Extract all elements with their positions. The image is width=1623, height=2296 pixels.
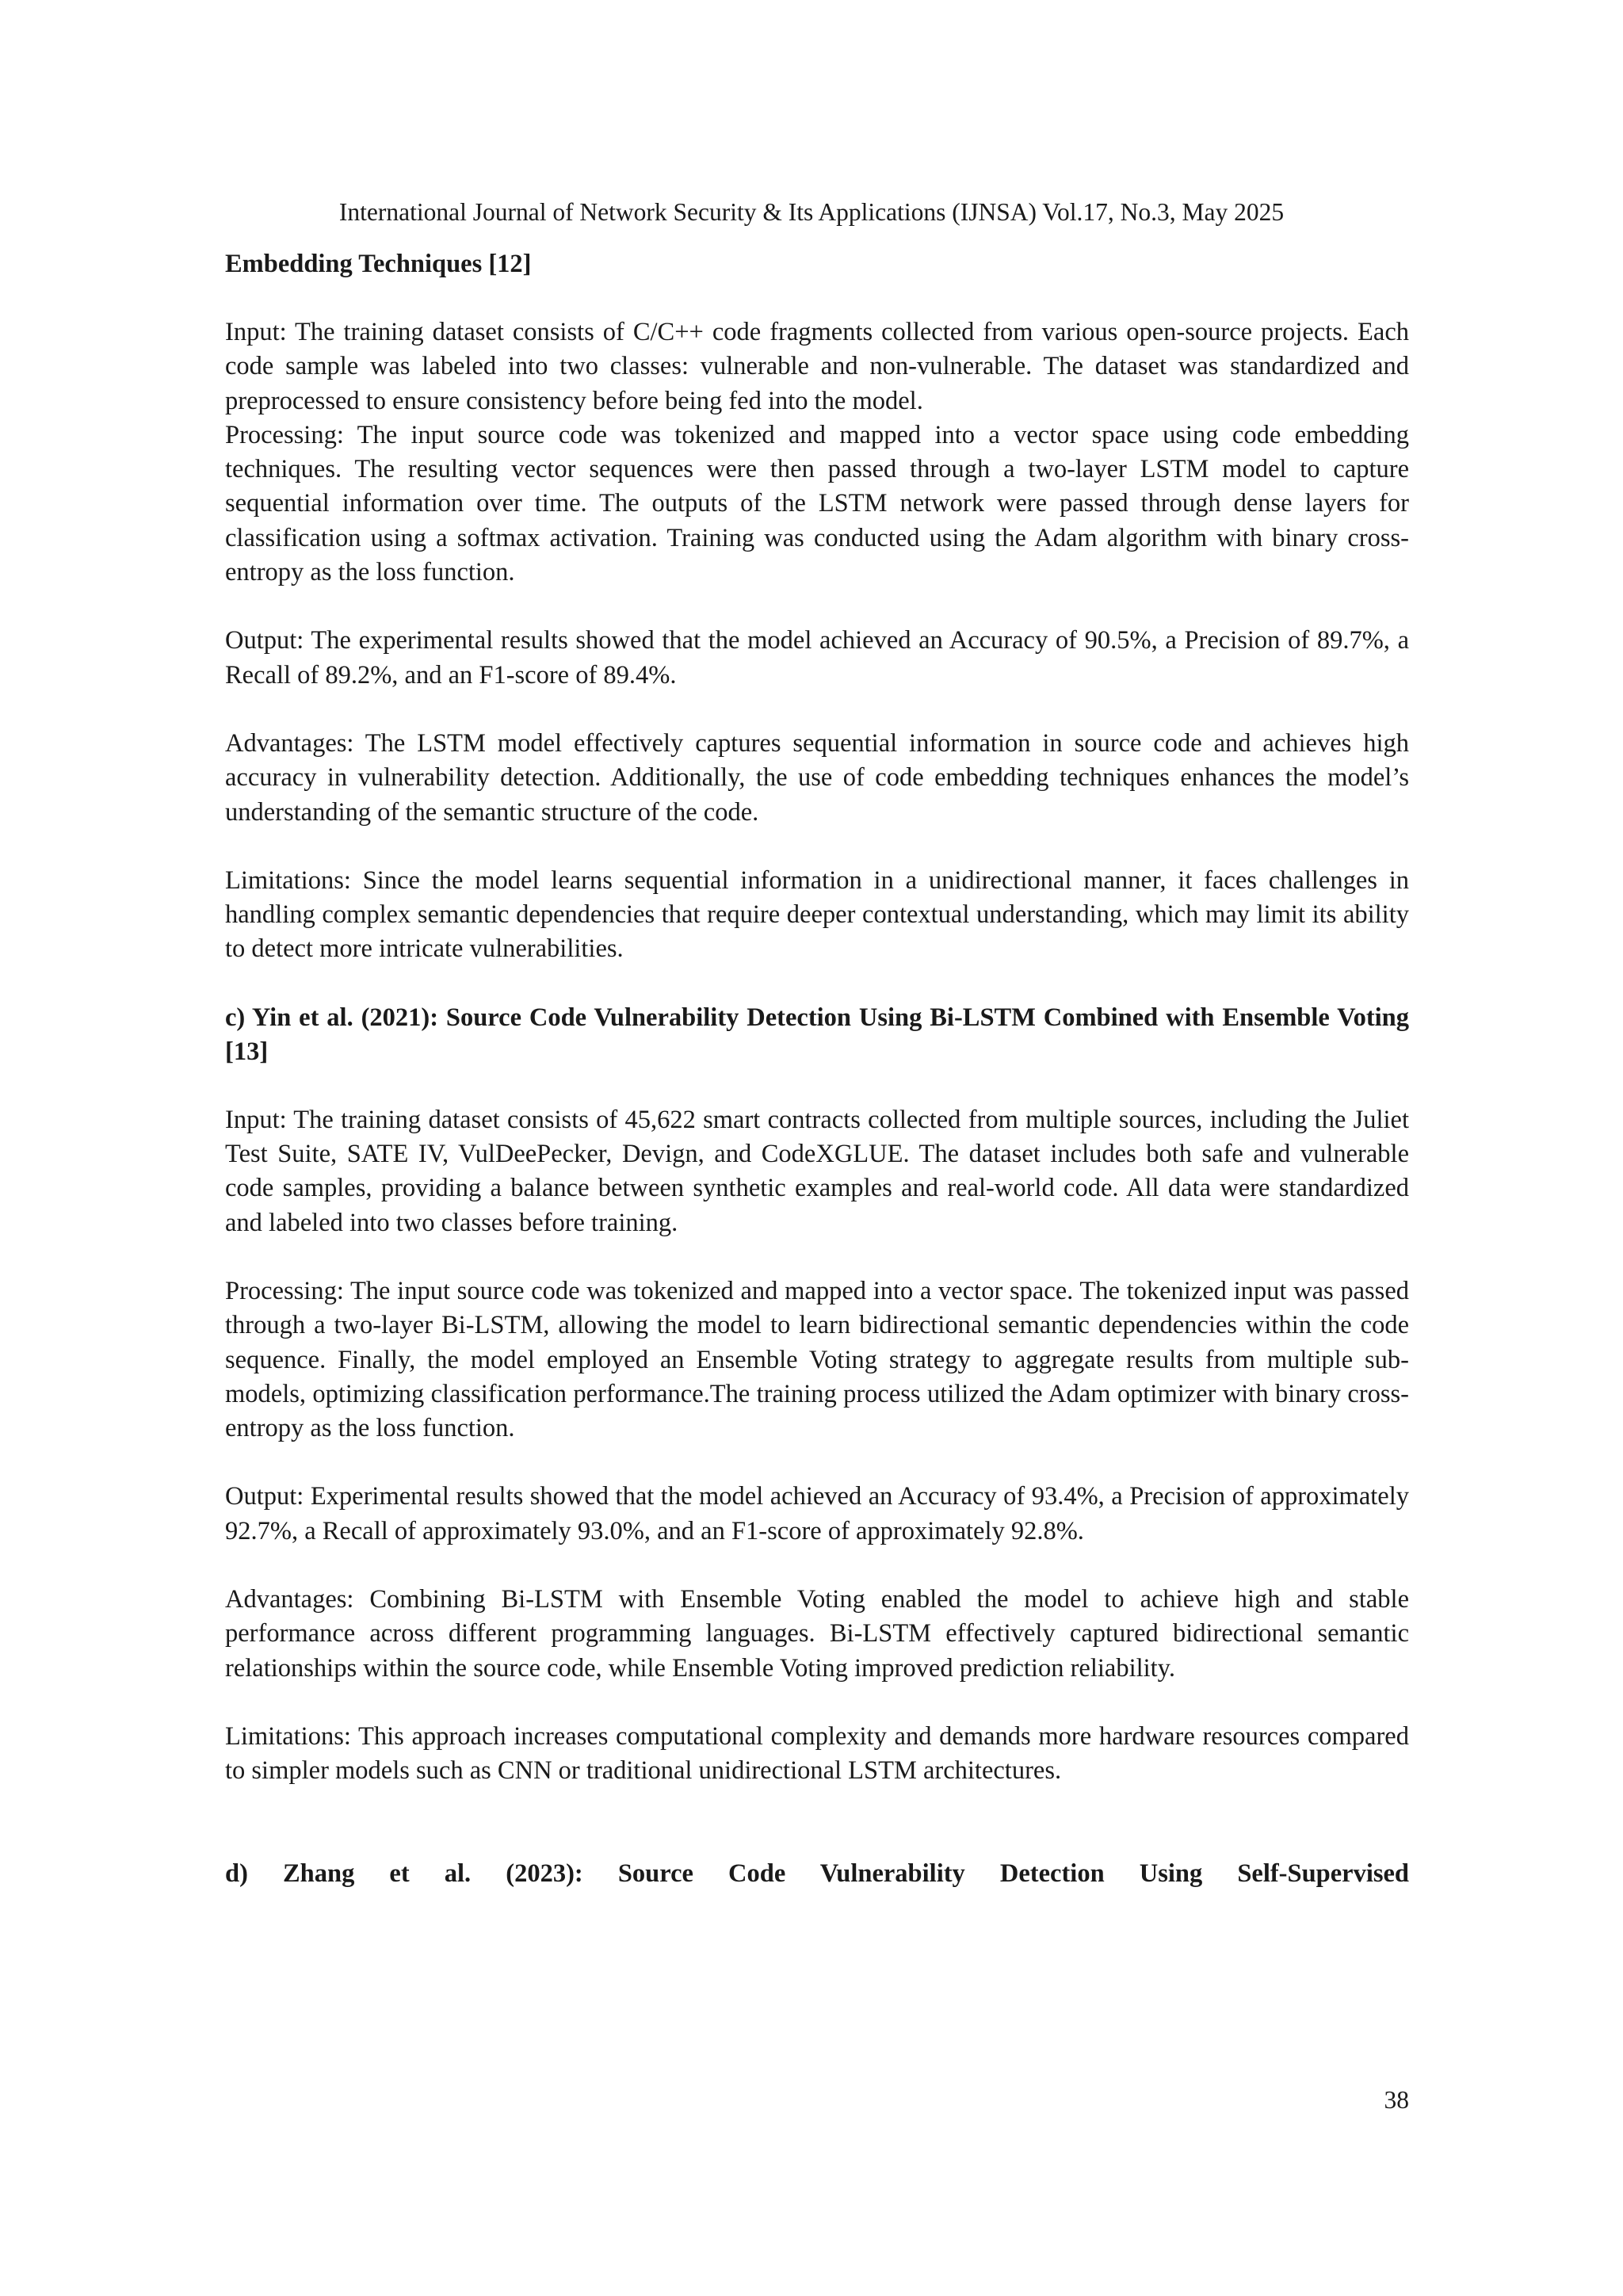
section-b-output: Output: The experimental results showed that the model achieved an Accuracy of 90.5%, a Precision of 89.7%, a Recall of 89.2%, and an F1-score of 89.4%. [225, 626, 1409, 690]
section-c-output: Output: Experimental results showed that the model achieved an Accuracy of 93.4%, a Precision of approximately 92.7%, a Recall of approximately 93.0%, and an F1-score of approximately 92.8%. [225, 1482, 1409, 1545]
section-b-input: Input: The training dataset consists of C/C++ code fragments collected from various open-source projects. Each code sample was labeled into two classes: vulnerable and non-vulnerable. The dataset was standardized and preprocessed to ensure consistency before being fed into the model. [225, 318, 1409, 415]
section-d-heading: d) Zhang et al. (2023): Source Code Vulnerability Detection Using Self-Supervised [225, 1859, 1409, 1888]
section-b-processing: Processing: The input source code was tokenized and mapped into a vector space using code embedding techniques. The resulting vector sequences were then passed through a two-layer LSTM model to capture sequential information over time. The outputs of the LSTM network were passed through dense layers for classification using a softmax activation. Training was conducted using the Adam algorithm with binary cross-entropy as the loss function. [225, 420, 1409, 587]
section-c-advantages: Advantages: Combining Bi-LSTM with Ensemble Voting enabled the model to achieve high and stable performance across different programming languages. Bi-LSTM effectively captured bidirectional semantic relationships within the source code, while Ensemble Voting improved prediction reliability. [225, 1585, 1409, 1683]
page-number: 38 [1384, 2086, 1409, 2114]
page-content [225, 247, 1409, 1891]
section-b-heading-tail: Embedding Techniques [12] [225, 250, 532, 278]
section-c-heading: c) Yin et al. (2021): Source Code Vulnerability Detection Using Bi-LSTM Combined with Ensemble Voting [13] [225, 1003, 1409, 1066]
section-b-limitations: Limitations: Since the model learns sequential information in a unidirectional manner, it faces challenges in handling complex semantic dependencies that require deeper contextual understanding, which may limit its ability to detect more intricate vulnerabilities. [225, 865, 1409, 964]
section-c-processing: Processing: The input source code was tokenized and mapped into a vector space. The tokenized input was passed through a two-layer Bi-LSTM, allowing the model to learn bidirectional semantic dependencies within the code sequence. Finally, the model employed an Ensemble Voting strategy to aggregate results from multiple sub-models, optimizing classification performance.The training process utilized the Adam optimizer with binary cross-entropy as the loss function. [225, 1276, 1409, 1443]
running-header: International Journal of Network Security & Its Applications (IJNSA) Vol.17, No.3, May 2025 [338, 198, 1285, 226]
section-b-advantages: Advantages: The LSTM model effectively captures sequential information in source code and achieves high accuracy in vulnerability detection. Additionally, the use of code embedding techniques enhances the model’s understanding of the semantic structure of the code. [225, 728, 1409, 827]
section-c-limitations: Limitations: This approach increases computational complexity and demands more hardware resources compared to simpler models such as CNN or traditional unidirectional LSTM architectures. [225, 1721, 1409, 1786]
section-c-input: Input: The training dataset consists of 45,622 smart contracts collected from multiple sources, including the Juliet Test Suite, SATE IV, VulDeePecker, Devign, and CodeXGLUE. The dataset includes both safe and vulnerable code samples, providing a balance between synthetic examples and real-world code. All data were standardized and labeled into two classes before training. [225, 1105, 1409, 1237]
